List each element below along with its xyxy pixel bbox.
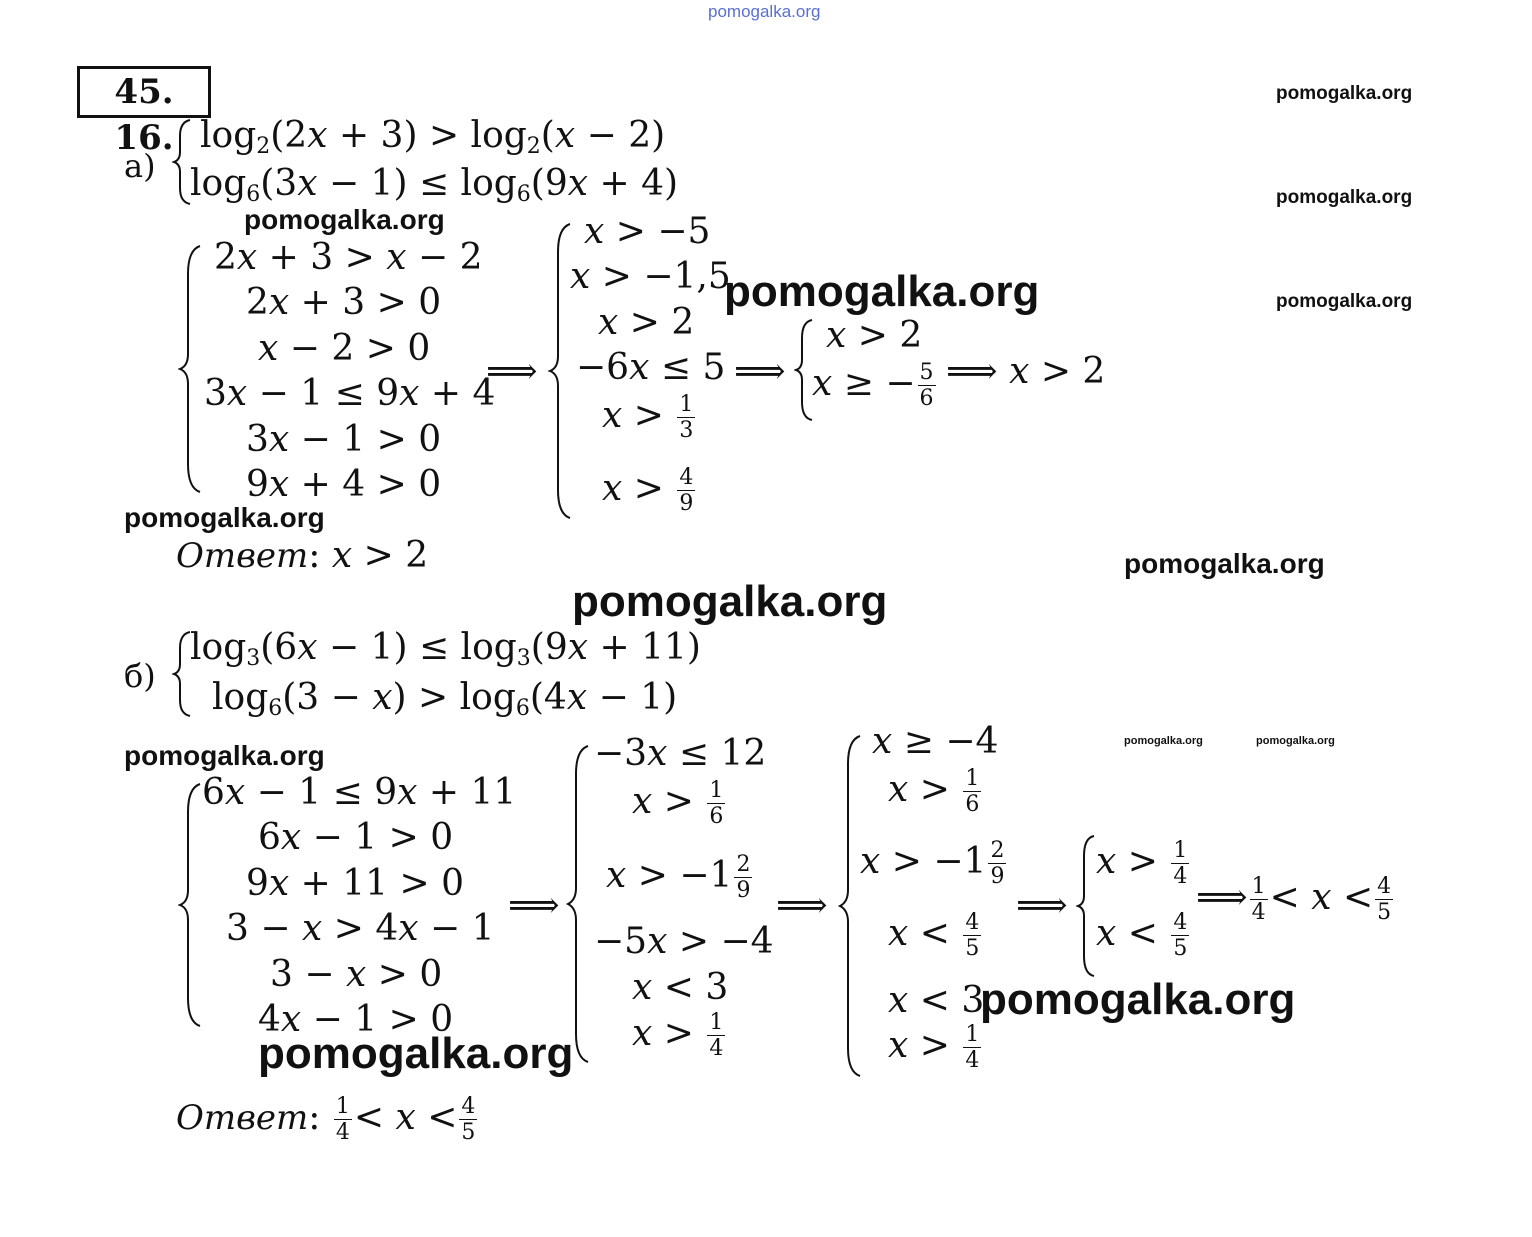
part-b-system-line-1: $\log_3(6x - 1) \le \log_3(9x + 11)$ xyxy=(190,627,701,671)
b-s4-row: x < $\frac{4}{5}$ xyxy=(1096,910,1188,962)
implies-arrow: ⟹ xyxy=(486,351,538,392)
a-s2-row: x > −5 xyxy=(584,211,711,252)
a-s2-row: x > $\frac{4}{9}$ xyxy=(602,465,694,517)
watermark: pomogalka.org xyxy=(124,740,325,771)
b-result: ⟹ $\frac{1}{4}$ < x < $\frac{4}{5}$ xyxy=(1196,874,1392,926)
watermark: pomogalka.org xyxy=(1276,187,1413,208)
part-a-system-line-2: $\log_6(3x - 1) \le \log_6(9x + 4)$ xyxy=(190,163,679,207)
b-answer: Ответ: $\frac{1}{4}$ < x < $\frac{4}{5}$ xyxy=(176,1094,476,1146)
b-s2-row: x > $\frac{1}{6}$ xyxy=(632,778,724,830)
watermark: pomogalka.org xyxy=(1124,548,1325,579)
problem-number: 45. 16. xyxy=(77,66,211,118)
answer-label: Ответ xyxy=(176,536,309,576)
brace-b-step1 xyxy=(178,782,204,1028)
implies-arrow: ⟹ xyxy=(734,351,786,392)
b-s3-row: x < $\frac{4}{5}$ xyxy=(888,910,980,962)
a-s2-row: −6x ≤ 5 xyxy=(576,347,726,388)
b-s1-row: 6x − 1 > 0 xyxy=(258,817,454,858)
watermark-top: pomogalka.org xyxy=(708,2,821,21)
b-s2-row: x > $\frac{1}{4}$ xyxy=(632,1010,724,1062)
a-s2-row: x > 2 xyxy=(598,302,695,343)
a-s1-row: x − 2 > 0 xyxy=(258,328,431,369)
b-s4-row: x > $\frac{1}{4}$ xyxy=(1096,838,1188,890)
watermark: pomogalka.org xyxy=(1276,291,1413,312)
b-s1-row: 6x − 1 ≤ 9x + 11 xyxy=(202,772,517,813)
a-s1-row: 3x − 1 > 0 xyxy=(246,419,442,460)
watermark: pomogalka.org xyxy=(572,577,888,626)
b-s1-row: 3 − x > 0 xyxy=(270,954,443,995)
a-answer: Ответ: x > 2 xyxy=(176,535,429,576)
a-s2-row: x > $\frac{1}{3}$ xyxy=(602,392,694,444)
a-s1-row: 2x + 3 > 0 xyxy=(246,282,442,323)
a-s1-row: 3x − 1 ≤ 9x + 4 xyxy=(204,373,496,414)
brace-b-step2 xyxy=(566,744,592,1064)
a-s1-row: 2x + 3 > x − 2 xyxy=(214,237,483,278)
watermark: pomogalka.org xyxy=(1124,735,1203,747)
part-a-label: а) xyxy=(124,147,156,185)
implies-arrow: ⟹ xyxy=(508,885,560,926)
a-result: ⟹ x > 2 xyxy=(946,351,1106,392)
b-s3-row: x ≥ −4 xyxy=(872,721,999,762)
watermark: pomogalka.org xyxy=(980,975,1296,1024)
implies-arrow: ⟹ xyxy=(776,885,828,926)
b-s3-row: x > −1 $\frac{2}{9}$ xyxy=(860,838,1005,890)
answer-label: Ответ xyxy=(176,1097,309,1138)
brace-b-step3 xyxy=(838,734,864,1078)
b-s3-row: x > $\frac{1}{4}$ xyxy=(888,1022,980,1074)
part-b-label: б) xyxy=(124,657,156,695)
watermark: pomogalka.org xyxy=(1276,83,1413,104)
a-s2-row: x > −1,5 xyxy=(570,256,731,297)
part-a-system-line-1: $\log_2(2x + 3) > \log_2(x - 2)$ xyxy=(200,115,666,159)
watermark: pomogalka.org xyxy=(258,1029,574,1078)
watermark: pomogalka.org xyxy=(724,267,1040,316)
brace-a-step1 xyxy=(178,244,204,494)
implies-arrow: ⟹ xyxy=(1016,885,1068,926)
b-s2-row: −3x ≤ 12 xyxy=(594,733,767,774)
watermark: pomogalka.org xyxy=(244,204,445,235)
watermark: pomogalka.org xyxy=(124,502,325,533)
a-s3-row: x ≥ − $\frac{5}{6}$ xyxy=(812,360,934,412)
b-s1-row: 9x + 11 > 0 xyxy=(246,863,465,904)
b-s1-row: 4x − 1 > 0 xyxy=(258,999,454,1040)
brace-b-step4 xyxy=(1076,834,1098,978)
b-s2-row: x > −1 $\frac{2}{9}$ xyxy=(606,852,751,904)
b-s2-row: x < 3 xyxy=(632,967,729,1008)
part-b-system-line-2: $\log_6(3 - x) > \log_6(4x - 1)$ xyxy=(212,677,678,721)
b-s1-row: 3 − x > 4x − 1 xyxy=(226,908,495,949)
b-s3-row: x > $\frac{1}{6}$ xyxy=(888,766,980,818)
a-s1-row: 9x + 4 > 0 xyxy=(246,464,442,505)
a-s3-row: x > 2 xyxy=(826,315,923,356)
b-s2-row: −5x > −4 xyxy=(594,921,774,962)
b-s3-row: x < 3 xyxy=(888,980,985,1021)
watermark: pomogalka.org xyxy=(1256,735,1335,747)
